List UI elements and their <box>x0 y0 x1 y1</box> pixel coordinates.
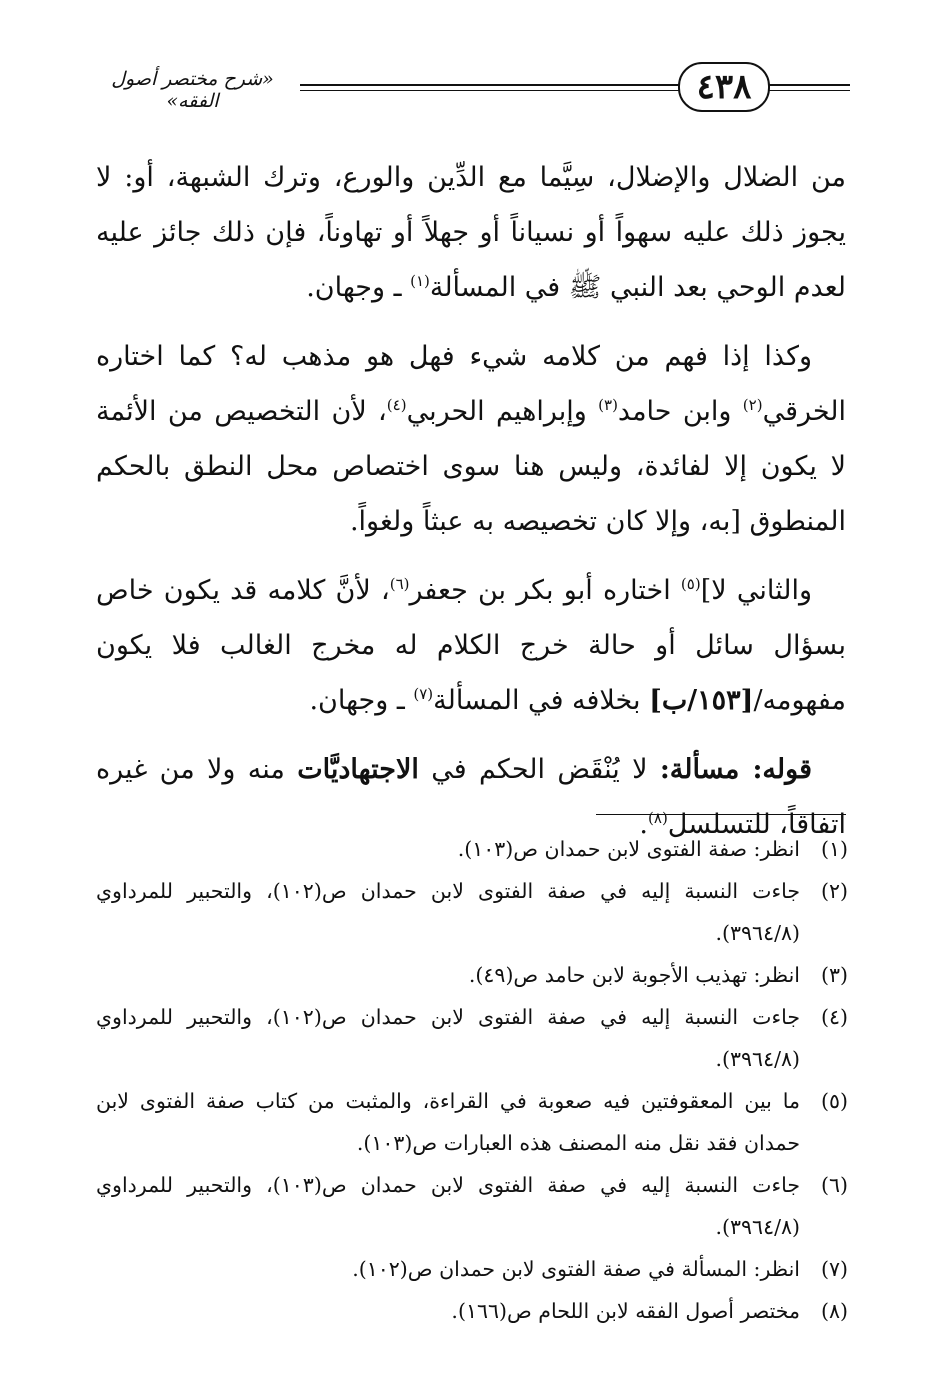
footnote-ref-6[interactable]: (٦) <box>389 575 410 593</box>
p4-text-a: لا يُنْقَض الحكم في <box>418 754 660 785</box>
footnote-item <box>96 1080 848 1164</box>
footnote-number: (٧) <box>820 1257 848 1281</box>
footnote-number: (٦) <box>820 1173 848 1197</box>
manuscript-folio-marker: [١٥٣/ب] <box>649 685 754 716</box>
footnote-ref-2[interactable]: (٢) <box>742 396 763 414</box>
running-title: «شرح مختصر أصول الفقه» <box>111 68 274 112</box>
footnote-ref-4[interactable]: (٤) <box>386 396 407 414</box>
footnote-text: انظر: صفة الفتوى لابن حمدان ص(١٠٣). <box>457 837 800 861</box>
p2-text-c: وإبراهيم الحربي <box>406 396 599 427</box>
footnote-separator <box>596 814 846 815</box>
p4-end: . <box>639 809 649 840</box>
footnote-ref-5[interactable]: (٥) <box>680 575 701 593</box>
footnote-text: جاءت النسبة إليه في صفة الفتوى لابن حمدان ص(١٠٢)، والتحبير للمرداوي (٣٩٦٤/٨). <box>96 1005 800 1071</box>
p2-text-a: وكذا إذا فهم من كلامه شيء فهل هو مذهب له؟ كما اختاره الخرقي <box>96 341 847 427</box>
page-number: ٤٣٨ <box>678 62 770 112</box>
p1-text: من الضلال والإضلال، سِيَّما مع الدِّين والورع، وترك الشبهة، أو: لا يجوز ذلك عليه سهواً أو نسياناً أو جهلاً أو تهاوناً، فإن ذلك جائز عليه لعدم الوحي بعد النبي ﷺ في المسألة <box>96 162 846 303</box>
footnote-text: جاءت النسبة إليه في صفة الفتوى لابن حمدان ص(١٠٢)، والتحبير للمرداوي (٣٩٦٤/٨). <box>96 879 800 945</box>
footnote-number: (٢) <box>820 879 848 903</box>
footnote-item <box>96 1164 848 1248</box>
footnote-number: (١) <box>820 837 848 861</box>
header-rule-thin <box>300 90 700 91</box>
p3-text-a: والثاني لا] <box>700 575 812 606</box>
main-text <box>96 150 846 866</box>
footnote-text: جاءت النسبة إليه في صفة الفتوى لابن حمدان ص(١٠٣)، والتحبير للمرداوي (٣٩٦٤/٨). <box>96 1173 800 1239</box>
footnote-ref-7[interactable]: (٧) <box>413 685 434 703</box>
paragraph-2 <box>96 329 846 549</box>
footnote-number: (٨) <box>820 1299 848 1323</box>
paragraph-3 <box>96 563 846 728</box>
footnote-item <box>96 1290 848 1332</box>
footnote-ref-8[interactable]: (٨) <box>648 809 668 827</box>
footnote-item <box>96 870 848 954</box>
header-rule-right-thin <box>764 90 850 91</box>
footnote-item <box>96 1248 848 1290</box>
footnote-number: (٤) <box>820 1005 848 1029</box>
footnote-text: ما بين المعقوفتين فيه صعوبة في القراءة، والمثبت من كتاب صفة الفتوى لابن حمدان فقد نقل منه المصنف هذه العبارات ص(١٠٣). <box>96 1089 800 1155</box>
p3-text-c: ، لأنَّ كلامه قد يكون خاص بسؤال سائل أو حالة خرج الكلام له مخرج الغالب فلا يكون مفهومه/ <box>96 575 846 716</box>
page-header <box>90 56 850 118</box>
paragraph-1 <box>96 150 846 315</box>
footnote-ref-1[interactable]: (١) <box>410 272 430 290</box>
p2-text-b: وابن حامد <box>617 396 743 427</box>
p3-text-b: اختاره أبو بكر بن جعفر <box>409 575 681 606</box>
footnote-ref-3[interactable]: (٣) <box>598 396 618 414</box>
footnote-text: مختصر أصول الفقه لابن اللحام ص(١٦٦). <box>451 1299 800 1323</box>
p2-text-d: ، لأن التخصيص من الأئمة لا يكون إلا لفائدة، وليس هنا سوى اختصاص محل النطق بالحكم المنطوق [به، وإلا كان تخصيصه به عبثاً ولغواً. <box>96 396 846 537</box>
footnote-number: (٣) <box>820 963 848 987</box>
footnote-text: انظر: المسألة في صفة الفتوى لابن حمدان ص(١٠٢). <box>352 1257 800 1281</box>
p3-text-d: بخلافه في المسألة <box>433 685 650 716</box>
p4-text-b: منه ولا من غيره اتفاقاً، للتسلسل <box>96 754 846 840</box>
header-rule <box>300 84 700 86</box>
p4-keyword: الاجتهاديَّات <box>297 754 419 785</box>
footnote-number: (٥) <box>820 1089 848 1113</box>
footnote-item <box>96 996 848 1080</box>
p1-end: ـ وجهان. <box>306 272 411 303</box>
header-rule-right <box>764 84 850 86</box>
footnote-item <box>96 954 848 996</box>
footnote-item <box>96 828 848 870</box>
footnote-text: انظر: تهذيب الأجوبة لابن حامد ص(٤٩). <box>468 963 800 987</box>
footnotes <box>96 828 848 1332</box>
p3-text-e: ـ وجهان. <box>309 685 414 716</box>
issue-heading: قوله: مسألة: <box>659 754 812 785</box>
